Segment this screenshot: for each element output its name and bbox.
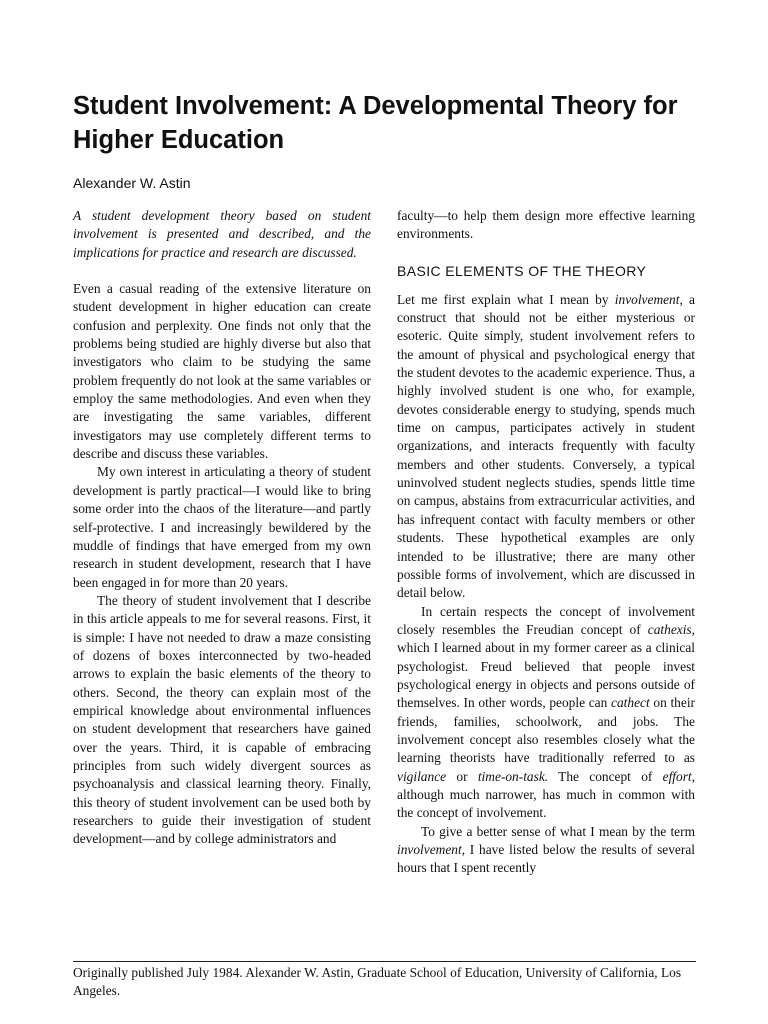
body-paragraph-3: The theory of student involvement that I describe in this article appeals to me for several reasons. First, it is simple: I have not needed to draw a maze consisting of dozens of boxes interconnected by two-headed arrows to explain the basic elements of the theory to others. Second, the theory can explain most of the empirical knowledge about environmental influences on student development that researchers have gained over the years. Third, it is capable of embracing principles from such widely divergent sources as psychoanalysis and classical learning theory. Finally, this theory of student involvement can be used both by researchers to guide their investigation of student development—and by college administrators and (73, 592, 371, 847)
body-paragraph-continued: faculty—to help them design more effective learning environments. (397, 208, 695, 242)
footnote-rule (73, 961, 696, 962)
left-column (73, 207, 371, 849)
body-paragraph-1: Even a casual reading of the extensive literature on student development in higher education can create confusion and perplexity. One finds not only that the problems being studied are highly diverse but also that investigators who claim to be studying the same problem frequently do not look at the same variables or employ the same methodologies. And even when they are investigating the same variables, different investigators may use completely different terms to describe and discuss these variables. (73, 281, 371, 462)
author-name: Alexander W. Astin (73, 175, 191, 191)
body-paragraph-involvement-definition: Let me first explain what I mean by involvement, a construct that should not be either mysterious or esoteric. Quite simply, student involvement refers to the amount of physical and psychological energy that the student devotes to the academic experience. Thus, a highly involved student is one who, for example, devotes considerable energy to studying, spends much time on campus, participates actively in student organizations, and interacts frequently with faculty members and other students. Conversely, a typical uninvolved student neglects studies, spends little time on campus, abstains from extracurricular activities, and has infrequent contact with faculty members or other students. These hypothetical examples are only intended to be illustrative; there are many other possible forms of involvement, which are discussed in detail below. (397, 291, 695, 601)
abstract: A student development theory based on student involvement is presented and described, and the implications for practice and research are discussed. (73, 208, 371, 260)
article-title: Student Involvement: A Developmental Theory for Higher Education (73, 92, 678, 154)
body-paragraph-cathexis: In certain respects the concept of involvement closely resembles the Freudian concept of cathexis, which I learned about in my former career as a clinical psychologist. Freud believed that people invest psychological energy in objects and persons outside of themselves. In other words, people can cathect on their friends, families, schoolwork, and jobs. The involvement concept also resembles closely what the learning theorists have traditionally referred to as vigilance or time-on-task. The concept of effort, although much narrower, has much in common with the concept of involvement. (397, 603, 695, 821)
body-paragraph-2: My own interest in articulating a theory of student development is partly practical—I would like to bring some order into the chaos of the literature—and partly self-protective. I and increasingly bewildered by the muddle of findings that have emerged from my own research in student development, research that I have been engaged in for more than 20 years. (73, 464, 371, 590)
section-heading: BASIC ELEMENTS OF THE THEORY (397, 262, 647, 279)
footnote: Originally published July 1984. Alexander W. Astin, Graduate School of Education, University of California, Los Angeles. (73, 965, 682, 999)
right-column (397, 207, 695, 878)
body-paragraph-listing: To give a better sense of what I mean by the term involvement, I have listed below the results of several hours that I spent recently (397, 823, 695, 876)
